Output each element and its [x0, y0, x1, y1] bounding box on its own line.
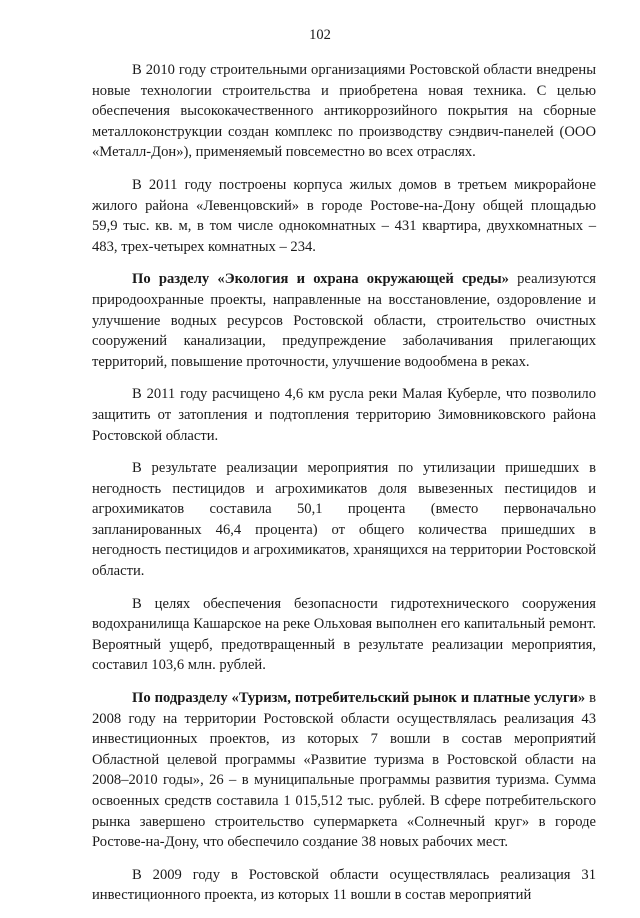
paragraph-reservoir: В целях обеспечения безопасности гидротехнического сооружения водохранилища Кашарское на реке Ольховая выполнен его капитальный ремонт. Вероятный ущерб, предотвращенный в результате реализации мероприятия, составил 103,6 млн. рублей. — [92, 595, 596, 674]
paragraph-river-cleanup: В 2011 году расчищено 4,6 км русла реки Малая Куберле, что позволило защитить от затопления и подтопления территорию Зимовниковского района Ростовской области. — [92, 386, 596, 444]
section-heading-tourism: По подразделу «Туризм, потребительский рынок и платные услуги» — [132, 690, 586, 707]
paragraph-tourism: По подразделу «Туризм, потребительский рынок и платные услуги» в 2008 году на территории Ростовской области осуществлялась реализация 43 инвестиционных проектов, из которых 7 вошли в состав мероприятий Областной целевой программы «Развитие туризма в Ростовской области на 2008–2010 годы», 26 – в муниципальные программы развития туризма. Сумма освоенных средств составила 1 015,512 тыс. рублей. В сфере потребительского рынка завершено строительство супермаркета «Солнечный круг» в городе Ростове-на-Дону, что обеспечило создание 38 новых рабочих мест. — [92, 690, 597, 851]
paragraph-2009: В 2009 году в Ростовской области осуществлялась реализация 31 инвестиционного проекта, из которых 11 вошли в состав мероприятий — [92, 866, 596, 904]
paragraph-metal-don: В 2010 году строительными организациями Ростовской области внедрены новые технологии строительства и приобретена новая техника. С целью обеспечения высококачественного антикоррозийного покрытия на сборные металлоконструкции создан комплекс по производству сэндвич-панелей (ООО «Металл-Дон»), применяемый повсеместно во всех отраслях. — [92, 62, 596, 161]
paragraph-housing: В 2011 году построены корпуса жилых домов в третьем микрорайоне жилого района «Левенцовский» в городе Ростове-на-Дону общей площадью 59,9 тыс. кв. м, в том числе однокомнатных – 431 квартира, двухкомнатных – 483, трех-четырех комнатных – 234. — [92, 176, 596, 255]
section-heading-ecology: По разделу «Экология и охрана окружающей среды» — [132, 271, 509, 288]
document-body — [92, 60, 596, 918]
paragraph-ecology: По разделу «Экология и охрана окружающей среды» реализуются природоохранные проекты, направленные на восстановление, оздоровление и улучшение водных ресурсов Ростовской области, строительство очистных сооружений канализации, предупреждение заболачивания прилегающих территорий, повышение проточности, улучшение водообмена в реках. — [92, 271, 596, 370]
page-number: 102 — [309, 27, 331, 43]
paragraph-pesticides: В результате реализации мероприятия по утилизации пришедших в негодность пестицидов и агрохимикатов доля вывезенных пестицидов и агрохимикатов составила 50,1 процента (вместо первоначально запланированных 46,4 процента) от общего количества пришедших в негодность пестицидов и агрохимикатов, хранящихся на территории Ростовской области. — [92, 460, 596, 580]
